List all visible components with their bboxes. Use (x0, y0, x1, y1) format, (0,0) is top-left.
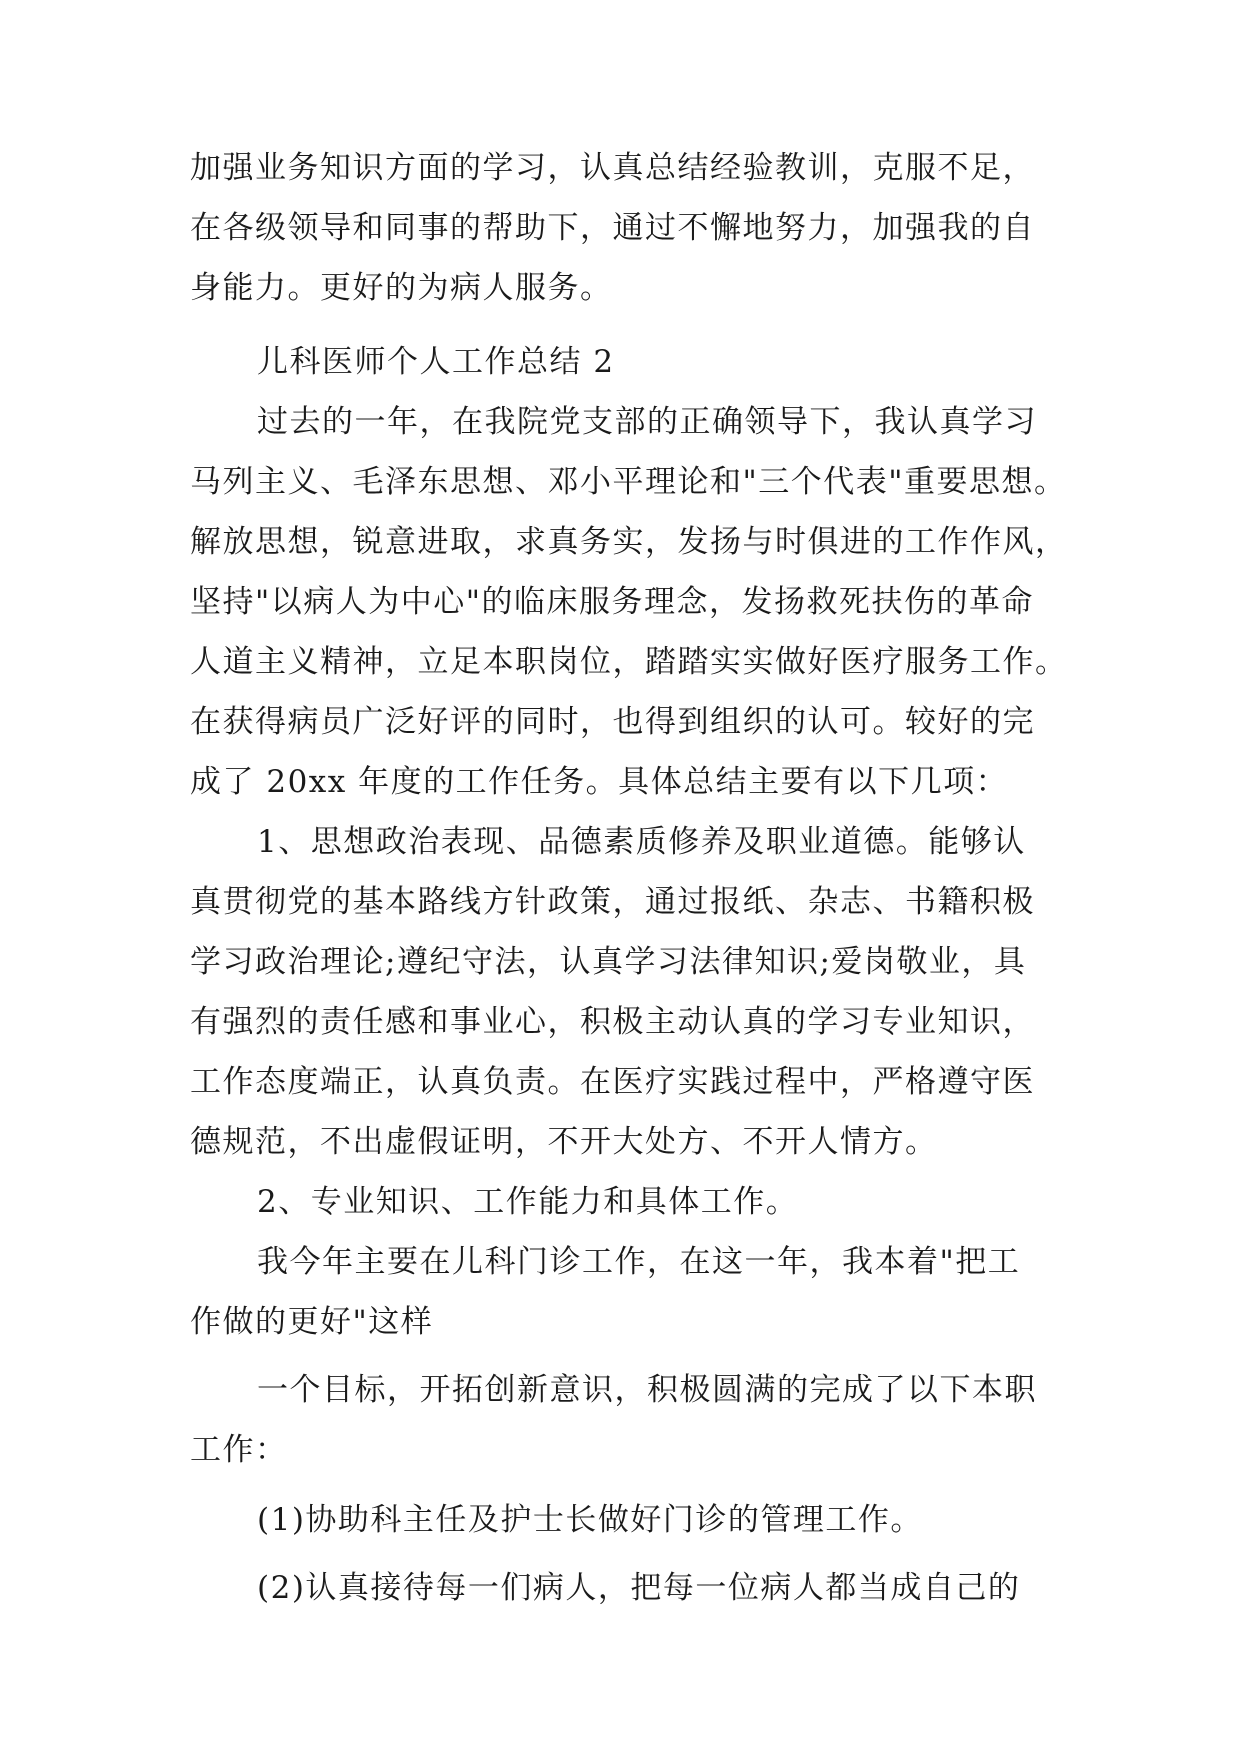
text-line: 真贯彻党的基本路线方针政策，通过报纸、杂志、书籍积极 (190, 884, 1035, 920)
text-line: 人道主义精神，立足本职岗位，踏踏实实做好医疗服务工作。 (190, 644, 1068, 680)
section-heading: 儿科医师个人工作总结 2 (257, 344, 615, 380)
text-line: (2)认真接待每一们病人，把每一位病人都当成自己的 (257, 1570, 1021, 1606)
text-line: 身能力。更好的为病人服务。 (190, 270, 613, 306)
text-line: 学习政治理论;遵纪守法，认真学习法律知识;爱岗敬业，具 (190, 944, 1027, 980)
text-line: 在各级领导和同事的帮助下，通过不懈地努力，加强我的自 (190, 210, 1035, 246)
text-line: 坚持"以病人为中心"的临床服务理念，发扬救死扶伤的革命 (190, 584, 1035, 620)
text-line: 过去的一年，在我院党支部的正确领导下，我认真学习 (257, 404, 1037, 440)
text-line: (1)协助科主任及护士长做好门诊的管理工作。 (257, 1502, 923, 1538)
text-line: 德规范，不出虚假证明，不开大处方、不开人情方。 (190, 1124, 938, 1160)
text-line: 解放思想，锐意进取，求真务实，发扬与时俱进的工作作风， (190, 524, 1068, 560)
text-line: 工作： (190, 1432, 288, 1468)
text-line: 加强业务知识方面的学习，认真总结经验教训，克服不足， (190, 150, 1035, 186)
text-line: 2、专业知识、工作能力和具体工作。 (257, 1184, 799, 1220)
text-line: 马列主义、毛泽东思想、邓小平理论和"三个代表"重要思想。 (190, 464, 1067, 500)
text-line: 有强烈的责任感和事业心，积极主动认真的学习专业知识， (190, 1004, 1035, 1040)
text-line: 一个目标，开拓创新意识，积极圆满的完成了以下本职 (257, 1372, 1037, 1408)
text-line: 作做的更好"这样 (190, 1304, 434, 1340)
text-line: 我今年主要在儿科门诊工作，在这一年，我本着"把工 (257, 1244, 1021, 1280)
text-line: 1、思想政治表现、品德素质修养及职业道德。能够认 (257, 824, 1026, 860)
text-line: 工作态度端正，认真负责。在医疗实践过程中，严格遵守医 (190, 1064, 1035, 1100)
text-line: 成了 20xx 年度的工作任务。具体总结主要有以下几项： (190, 764, 1009, 800)
text-line: 在获得病员广泛好评的同时，也得到组织的认可。较好的完 (190, 704, 1035, 740)
